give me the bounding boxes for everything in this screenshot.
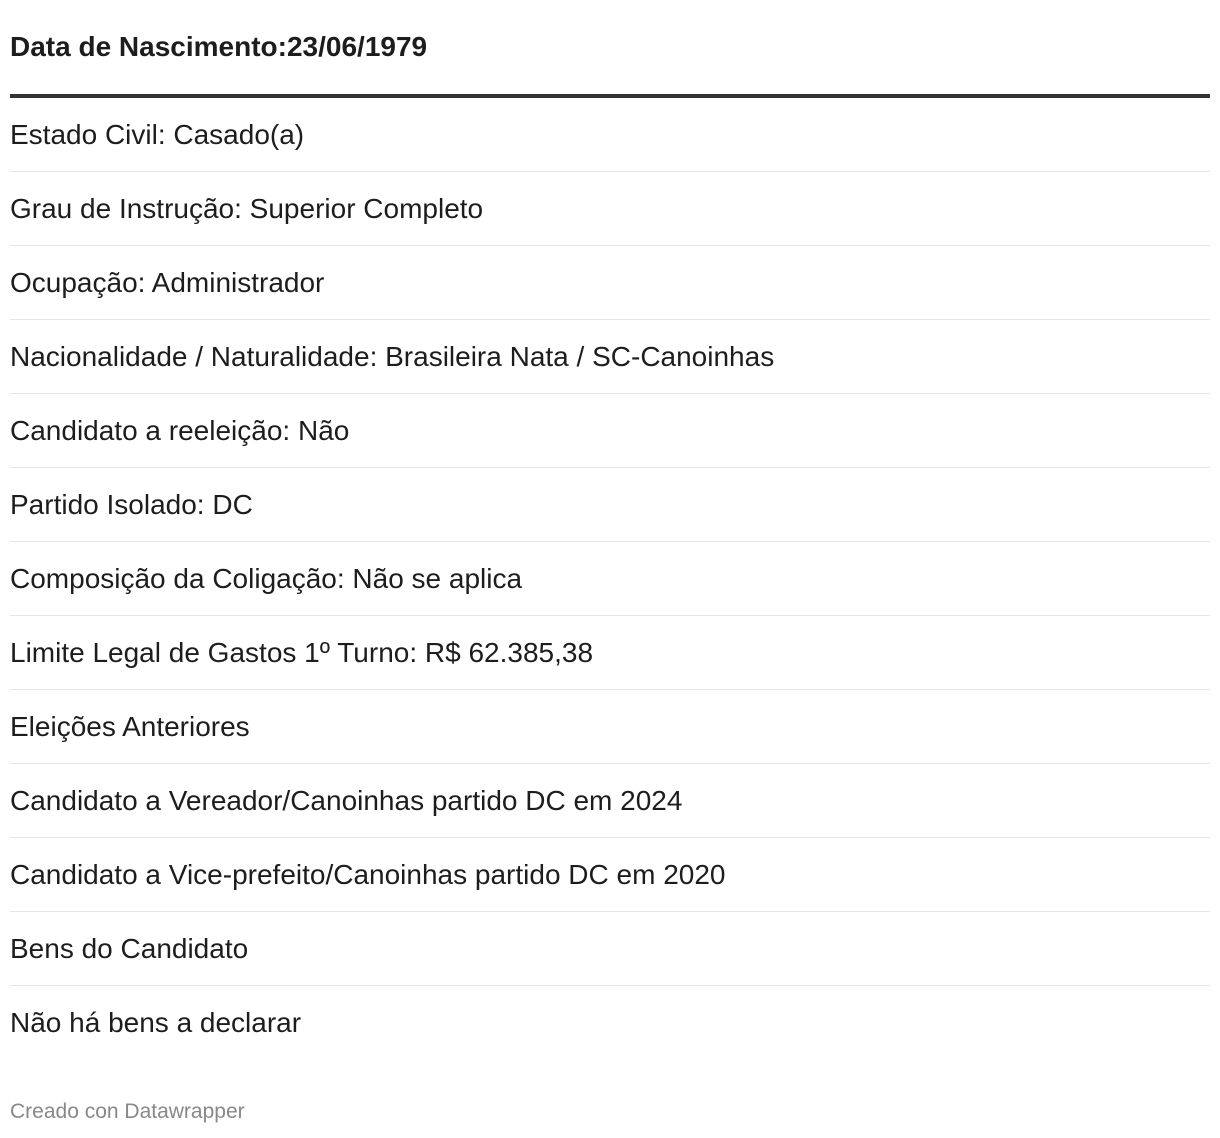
table-row [10,764,1210,838]
table-row [10,838,1210,912]
table-row [10,912,1210,986]
table-row [10,616,1210,690]
table-row [10,690,1210,764]
row-text: Candidato a reeleição: Não [10,414,350,446]
row-text: Limite Legal de Gastos 1º Turno: R$ 62.385,38 [10,636,594,668]
row-text: Candidato a Vereador/Canoinhas partido DC em 2024 [10,784,683,816]
row-text: Candidato a Vice-prefeito/Canoinhas partido DC em 2020 [10,858,726,890]
table-row [10,172,1210,246]
table-header [10,0,1210,98]
table-row [10,246,1210,320]
row-text: Partido Isolado: DC [10,488,253,520]
table-row [10,542,1210,616]
table-row [10,320,1210,394]
table-row [10,394,1210,468]
table-row [10,468,1210,542]
table-header-label: Data de Nascimento:23/06/1979 [10,31,428,62]
row-text: Composição da Coligação: Não se aplica [10,562,523,594]
table-body [10,98,1210,1060]
row-text: Ocupação: Administrador [10,266,325,298]
row-text: Eleições Anteriores [10,710,250,742]
row-text: Não há bens a declarar [10,1007,302,1038]
table-row [10,98,1210,172]
row-text: Grau de Instrução: Superior Completo [10,192,484,224]
row-text: Estado Civil: Casado(a) [10,118,305,150]
row-text: Nacionalidade / Naturalidade: Brasileira Nata / SC-Canoinhas [10,340,775,372]
data-table [10,0,1210,1060]
row-text: Bens do Candidato [10,932,249,964]
datawrapper-credit[interactable]: Creado con Datawrapper [10,1100,245,1123]
table-row [10,986,1210,1060]
